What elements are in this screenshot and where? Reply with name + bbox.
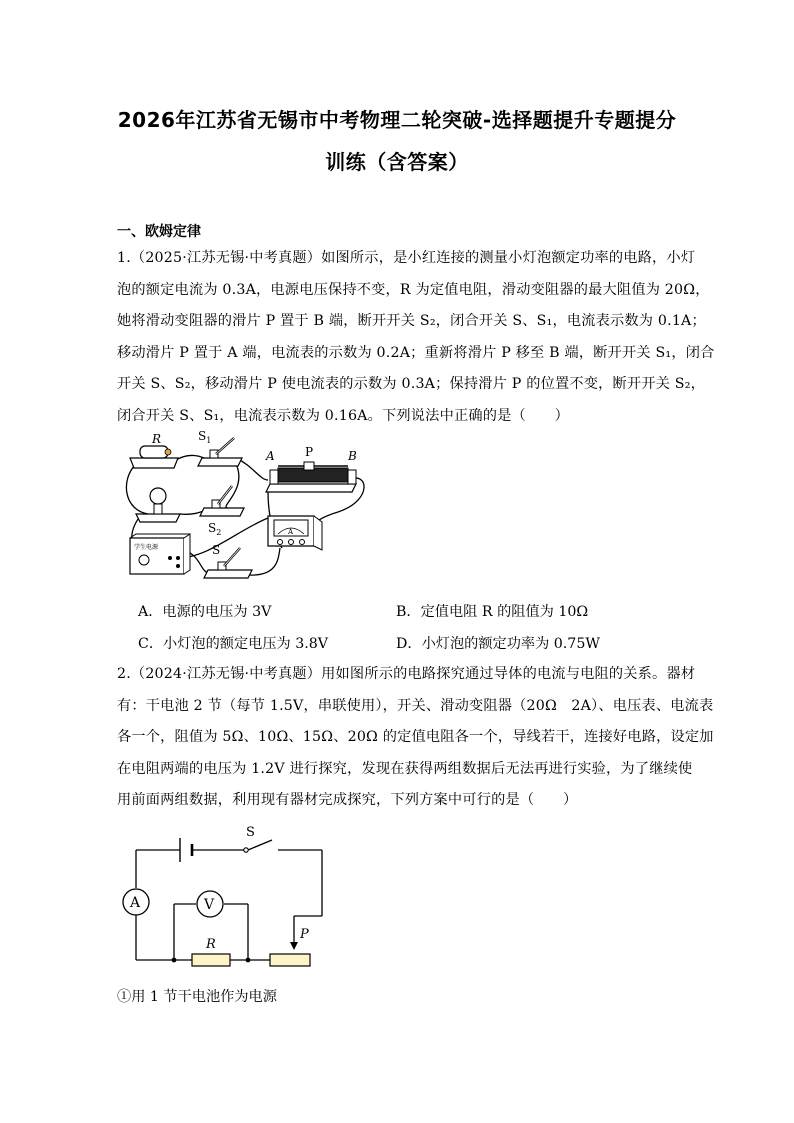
power-supply-device (130, 534, 190, 574)
resistor-R-device (130, 446, 178, 468)
ammeter-device (268, 516, 322, 550)
question-1-line: 泡的额定电流为 0.3A，电源电压保持不变，R 为定值电阻，滑动变阻器的最大阻值为 20Ω， (117, 281, 710, 298)
question-1-line: 开关 S、S₂，移动滑片 P 使电流表的示数为 0.3A；保持滑片 P 的位置不变，断开开关 S₂， (117, 376, 706, 392)
switch-label: S (246, 825, 255, 840)
label-S: S (212, 543, 221, 557)
label-power-supply: 学生电源 (134, 544, 159, 551)
question-1-line: 1.（2025·江苏无锡·中考真题）如图所示，是小红连接的测量小灯泡额定功率的电路，小灯 (117, 250, 696, 266)
option-c: C．小灯泡的额定电压为 3.8V (138, 636, 329, 652)
page-title-line1: 2026年江苏省无锡市中考物理二轮突破-选择题提升专题提分 (117, 108, 677, 132)
question-1-line: 移动滑片 P 置于 A 端，电流表的示数为 0.2A；重新将滑片 P 移至 B 端，断开开关 S₁，闭合 (117, 344, 715, 361)
slider-arrow-icon (290, 942, 298, 950)
question-2-line: 各一个，阻值为 5Ω、10Ω、15Ω、20Ω 的定值电阻各一个，导线若干，连接好电路，设定加 (117, 729, 714, 745)
switch-contact (244, 848, 248, 852)
rheostat-symbol (270, 954, 310, 966)
switch-S2-device (200, 486, 244, 516)
question-2-item-1: ①用 1 节干电池作为电源 (117, 989, 277, 1005)
question-2-line: 2.（2024·江苏无锡·中考真题）用如图所示的电路探究通过导体的电流与电阻的关系。器材 (117, 666, 696, 682)
question-1-circuit-figure (118, 430, 380, 592)
bulb-device (136, 488, 180, 522)
question-1-line: 闭合开关 S、S₁，电流表示数为 0.16A。下列说法中正确的是（ ） (117, 407, 570, 424)
label-S1: $S_1$ (198, 430, 212, 445)
resistor-symbol (192, 954, 230, 966)
label-ammeter: A (288, 528, 294, 536)
question-2-line: 有：干电池 2 节（每节 1.5V，串联使用），开关、滑动变阻器（20Ω 2A）、电压表、电流表 (117, 697, 714, 714)
section-heading: 一、欧姆定律 (117, 224, 201, 240)
label-A-terminal: A (266, 449, 275, 463)
junction-dot (172, 958, 177, 963)
junction-dot (246, 958, 251, 963)
label-B-terminal: B (348, 449, 357, 463)
rheostat-device (266, 462, 356, 492)
question-2-line: 在电阻两端的电压为 1.2V 进行探究，发现在获得两组数据后无法再进行实验，为了继续使 (117, 760, 693, 777)
question-2-stem (117, 659, 714, 817)
option-b: B．定值电阻 R 的阻值为 10Ω (396, 604, 589, 620)
option-a: A．电源的电压为 3V (138, 604, 272, 620)
ammeter-label: A (130, 895, 141, 911)
question-2-circuit-diagram (118, 822, 330, 972)
resistor-label: R (206, 937, 216, 952)
question-1-line: 她将滑动变阻器的滑片 P 置于 B 端，断开开关 S₂，闭合开关 S、S₁，电流表示数为 0.1A； (117, 313, 706, 329)
label-P-slider: P (305, 445, 314, 459)
voltmeter-label: V (204, 897, 215, 913)
label-R: R (152, 432, 162, 446)
question-1-stem (117, 243, 715, 432)
page-title-line2: 训练（含答案） (325, 150, 469, 174)
option-d: D．小灯泡的额定功率为 0.75W (396, 636, 600, 652)
question-2-line: 用前面两组数据，利用现有器材完成探究，下列方案中可行的是（ ） (117, 792, 578, 808)
rheostat-label: P (300, 927, 309, 942)
label-S2: $S_2$ (208, 521, 222, 537)
